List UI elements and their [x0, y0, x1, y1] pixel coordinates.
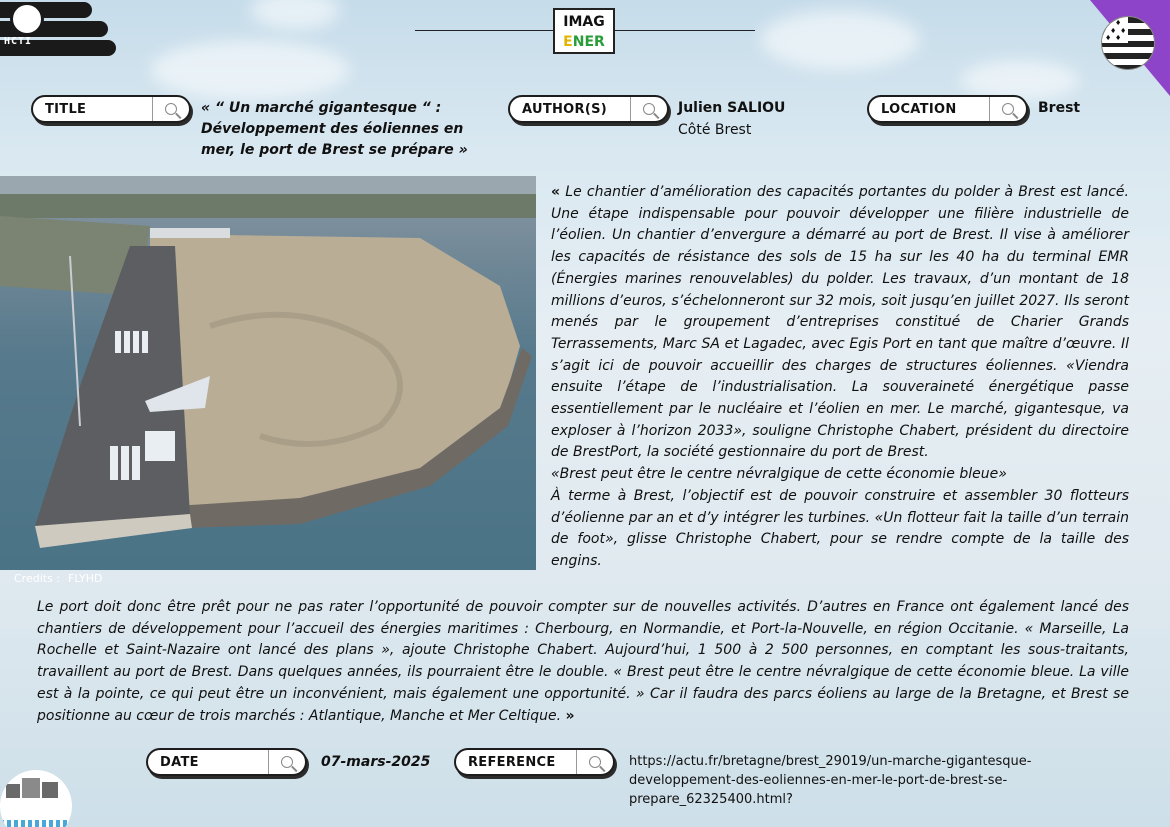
- close-quote: »: [565, 707, 575, 724]
- breton-flag-icon: ♦ ♦ ♦ ♦ ♦ ♦: [1101, 16, 1155, 70]
- search-icon: [631, 103, 667, 115]
- header-line-right: [615, 30, 755, 31]
- cloud: [150, 40, 350, 100]
- location-label: LOCATION: [881, 101, 957, 117]
- badge-line2: ENER: [563, 34, 605, 50]
- title-label-box: [31, 95, 191, 123]
- logo-emblem-icon: [10, 2, 44, 36]
- reference-url[interactable]: https://actu.fr/bretagne/brest_29019/un-marche-gigantesque-developpement-des-eoliennes-en-mer-le-port-de-brest-se-prepare_62325400.html?: [629, 754, 1032, 807]
- header-line-left: [415, 30, 555, 31]
- reference-label: REFERENCE: [468, 754, 556, 770]
- search-icon: [577, 756, 613, 768]
- cloud: [760, 10, 920, 70]
- town-emblem-icon: [0, 770, 72, 827]
- paragraph-4: Le port doit donc être prêt pour ne pas rater l’opportunité de pouvoir compter sur de nouvelles activités. D’autres en France ont également lancé des chantiers de développement pour l’accueil des énergies maritimes : Cherbourg, en Normandie, et Port-la-Nouvelle, en région Occitanie. « Marseille, La Rochelle et Saint-Nazaire ont lancé des plans », ajoute Christophe Chabert. Aujourd’hui, 1 500 à 2 500 personnes, en comptant les sous-traitants, travaillent au port de Brest. Dans quelques années, ils pourraient être le double. « Brest peut être le centre névralgique de cette économie bleue. La ville est à la pointe, ce qui peut être un inconvénient, mais également une opportunité. » Car il faudra des parcs éoliens au large de la Bretagne, et Brest se positionne au cœur de trois marchés : Atlantique, Manche et Mer Celtique.: [37, 599, 1129, 724]
- cloud: [250, 0, 340, 30]
- date-value: 07-mars-2025: [321, 754, 431, 770]
- open-quote: «: [551, 184, 561, 200]
- port-aerial-photo: [0, 176, 536, 570]
- search-icon: [990, 103, 1026, 115]
- date-label-box: [146, 748, 307, 776]
- paragraph-3: À terme à Brest, l’objectif est de pouvoir construire et assembler 30 flotteurs d’éolienne par an et d’y intégrer les turbines. «Un flotteur fait la taille d’un terrain de foot», glisse Christophe Chabert, pour se rendre compte de la taille des engins.: [551, 487, 1129, 569]
- location-value: Brest: [1038, 100, 1081, 116]
- search-icon: [269, 756, 305, 768]
- imagener-badge: [553, 8, 615, 54]
- reference-label-box: [454, 748, 615, 776]
- article-body-right: [551, 182, 1129, 573]
- date-label: DATE: [160, 754, 199, 770]
- author-outlet: Côté Brest: [678, 122, 752, 138]
- credits-label: Credits :: [14, 572, 61, 585]
- title-label: TITLE: [45, 101, 87, 117]
- article-title: « “ Un marché gigantesque “ : Développement des éoliennes en mer, le port de Brest se prépare »: [201, 100, 468, 158]
- photo-credits: [14, 572, 102, 585]
- location-label-box: [867, 95, 1028, 123]
- paragraph-1: Le chantier d’amélioration des capacités portantes du polder à Brest est lancé. Une étape indispensable pour pouvoir développer une filière industrielle de l’éolien. Un chantier d’envergure a démarré au port de Brest. Il vise à améliorer les capacités de résistance des sols de 15 ha sur les 40 ha du terminal EMR (Énergies marines renouvelables) du polder. Les travaux, d’un montant de 18 millions d’euros, s’échelonneront sur 32 mois, soit jusqu’en juillet 2027. Ils seront menés par le groupement d’entreprises constitué de Charier Grands Terrassements, Marc SA et Lagadec, avec Egis Port en tant que maître d’œuvre. Il s’agit ici de pouvoir accueillir des charges de structures éoliennes. «Viendra ensuite l’étape de l’industrialisation. La souveraineté énergétique passe essentiellement par le nucléaire et l’éolien en mer. Le marché, gigantesque, va exploser à l’horizon 2033», souligne Christophe Chabert, président du directoire de BrestPort, la société gestionnaire du port de Brest.: [551, 184, 1129, 461]
- hcti-logo: [0, 0, 120, 58]
- author-name: Julien SALIOU: [678, 100, 786, 116]
- authors-label-box: [508, 95, 669, 123]
- cloud: [960, 60, 1080, 100]
- paragraph-2: «Brest peut être le centre névralgique de cette économie bleue»: [551, 466, 1007, 483]
- badge-line1: IMAG: [563, 14, 605, 30]
- logo-text: HCTI: [4, 36, 33, 47]
- credits-value: FLYHD: [68, 572, 103, 585]
- authors-label: AUTHOR(S): [522, 101, 607, 117]
- article-body-full: [37, 597, 1129, 727]
- search-icon: [153, 103, 189, 115]
